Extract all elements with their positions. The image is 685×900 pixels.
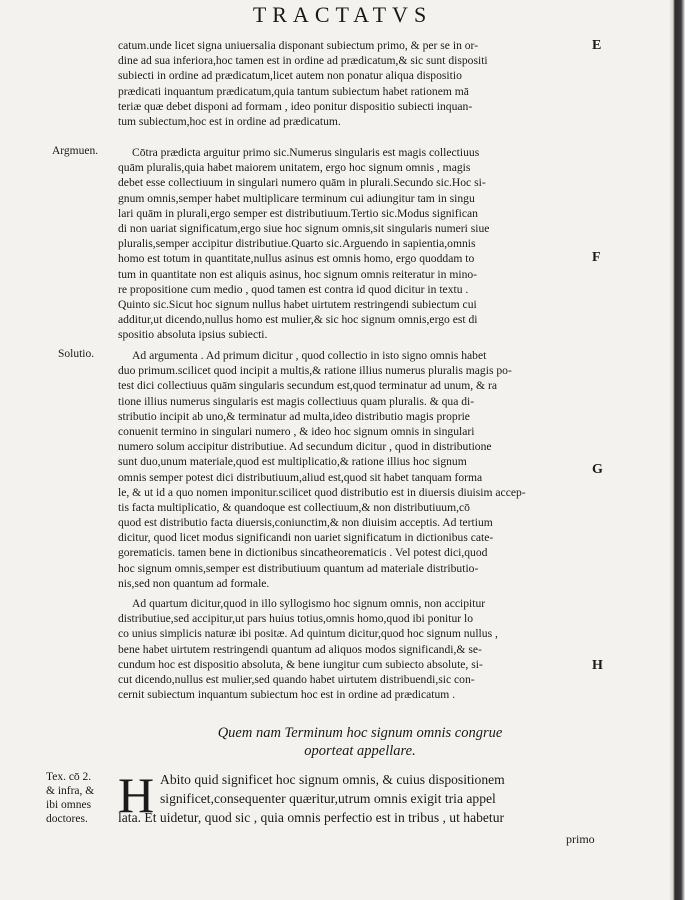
text-line: sunt duo,unum materiale,quod est multiplicatio,& ratione illius hoc signum xyxy=(118,455,467,469)
section-heading xyxy=(160,724,560,760)
running-head: TRACTATVS xyxy=(252,2,433,27)
text-line: significet,consequenter quæritur,utrum omnis exigit tria appel xyxy=(160,791,496,806)
text-line: catum.unde licet signa uniuersalia disponant subiectum primo, & per se in or- xyxy=(118,39,479,52)
text-line: tione illius numerus singularis est magis collectiuus quam pluralis. & qua di- xyxy=(118,394,475,408)
letter-mark-g: G xyxy=(592,462,603,477)
text-line: quām pluralis,quia habet maiorem unitatem, ergo hoc signum omnis , magis xyxy=(118,161,471,175)
text-line: omnis semper potest dici distributiuum,aliud est,quod sit habet tanquam forma xyxy=(118,470,483,484)
margin-reference-line: & infra, & xyxy=(46,785,95,797)
text-line: cundum hoc est dispositio absoluta, & bene iungitur cum subiecto absolute, si- xyxy=(118,657,483,671)
text-line: lari quām in plurali,ergo semper est distributiuum.Tertio sic.Modus significan xyxy=(118,206,478,220)
text-line: prædicati inquantum prædicatum,quia tantum subiectum habet rationem mā xyxy=(118,84,469,98)
letter-mark-h: H xyxy=(592,658,603,673)
text-block-3 xyxy=(118,348,582,591)
text-line: Ad argumenta . Ad primum dicitur , quod collectio in isto signo omnis habet xyxy=(132,349,487,362)
text-line: homo est totum in quantitate,nullus asinus est omnis homo, ergo quoddam to xyxy=(118,252,475,266)
text-line: gnum omnis,semper habet multiplicare terminum cui adiungitur tam in singu xyxy=(118,191,475,205)
text-line: conuenit termino in singulari numero , & ideo hoc signum omnis in singulari xyxy=(118,424,475,438)
text-line: tis facta multiplicatio, & quandoque est collectiuum,& non distributiuum,cō xyxy=(118,500,470,514)
margin-label-solutio: Solutio. xyxy=(58,348,95,360)
text-line: debet esse collectiuum in singulari numero quām in plurali.Secundo sic.Hoc si- xyxy=(118,176,486,190)
text-line: Abito quid significet hoc signum omnis, & cuius dispositionem xyxy=(160,772,505,787)
text-line: Ad quartum dicitur,quod in illo syllogismo hoc signum omnis, non accipitur xyxy=(132,597,486,610)
letter-mark-e: E xyxy=(592,38,602,53)
text-line: tum in quantitate non est aliquis asinus, hoc signum omnis reiteratur in mino- xyxy=(118,267,478,281)
margin-reference-line: ibi omnes xyxy=(46,799,92,811)
text-line: nis,sed non quantum ad formale. xyxy=(118,576,270,590)
margin-reference xyxy=(46,770,94,826)
section-heading-line: Quem nam Terminum hoc signum omnis congrue xyxy=(217,725,503,741)
text-line: tum subiectum,hoc est in ordine ad prædicatum. xyxy=(118,114,341,128)
text-line: hoc signum omnis,semper est distributiuum quantum ad materiale distributio- xyxy=(118,561,479,575)
text-line: additur,ut dicendo,nullus homo est mulier,& sic hoc signum omnis,ergo est di xyxy=(118,313,478,327)
text-line: Cōtra prædicta arguitur primo sic.Numerus singularis est magis collectiuus xyxy=(132,146,480,159)
text-line: dine ad sua inferiora,hoc tamen est in ordine ad prædicatum,& sic sunt dispositi xyxy=(118,54,488,68)
margin-label-argumentum: Argmuen. xyxy=(52,145,99,157)
catchword: primo xyxy=(566,832,595,846)
text-line: spositio absoluta ipsius subiecti. xyxy=(118,328,268,342)
text-line: quod est distributio facta diuersis,coniunctim,& non diuisim acceptis. Ad tertium xyxy=(118,516,493,530)
text-line: di non uariat significatum,ergo siue hoc signum omnis,sit singularis numeri siue xyxy=(118,221,490,235)
text-line: lata. Et uidetur, quod sic , quia omnis perfectio est in tribus , ut habetur xyxy=(118,810,505,825)
letter-mark-f: F xyxy=(592,250,601,265)
text-line: stributio incipit ab uno,& terminatur ad multa,ideo distributio magis proprie xyxy=(118,409,470,423)
text-line: Quinto sic.Sicut hoc signum nullus habet uirtutem restringendi subiectum cui xyxy=(118,297,477,311)
text-line: bene habet uirtutem restringendi quantum ad aliquos modos significandi,& se- xyxy=(118,642,482,656)
section-heading-line: oporteat appellare. xyxy=(304,743,416,759)
text-line: le, & ut id a quo nomen imponitur.scilicet quod distributio est in diuersis diuisim accep- xyxy=(118,485,526,499)
text-line: duo primum.scilicet quod incipit a multis,& ratione illius numerus pluralis magis po- xyxy=(118,364,512,378)
text-line: re propositione cum medio , quod tamen est contra id quod dicitur in textu . xyxy=(118,282,469,296)
text-line: cut dicendo,nullus est mulier,sed quando habet uirtutem distribuendi,sic con- xyxy=(118,672,475,686)
text-line: gorematicis. tamen bene in dictionibus sincatheorematicis . Vel potest dici,quod xyxy=(118,546,488,560)
text-block-1 xyxy=(118,38,582,129)
text-line: dicitur, quod licet modus significandi non uariet significatum in dictionibus cate- xyxy=(118,531,494,545)
margin-reference-line: Tex. cō 2. xyxy=(46,771,92,783)
text-line: subiecti in ordine ad prædicatum,licet autem non ponatur aliqua dispositio xyxy=(118,69,462,83)
margin-reference-line: doctores. xyxy=(46,813,88,825)
text-line: distributiue,sed accipitur,ut pars huius totius,omnis homo,quod ibi ponitur lo xyxy=(118,612,474,626)
text-line: teriæ quæ debet disponi ad formam , ideo ponitur dispositio subiecti inquan- xyxy=(118,99,473,113)
final-block xyxy=(118,767,602,827)
text-line: numero solum accipitur distributiue. Ad secundum dicitur , quod in distributione xyxy=(118,440,492,454)
page-gutter-edge xyxy=(669,0,685,900)
text-block-4 xyxy=(118,596,582,702)
text-line: cernit subiectum inquantum subiectum hoc est in ordine ad prædicatum . xyxy=(118,688,456,702)
text-line: test dici collectiuus quām singularis secundum est,quod terminatur ad unum, & ra xyxy=(118,379,497,393)
text-block-2 xyxy=(118,145,582,342)
text-line: co unius simplicis naturæ ibi positæ. Ad quintum dicitur,quod hoc signum nullus , xyxy=(118,627,498,641)
text-line: pluralis,semper accipitur distributiue.Quarto sic.Arguendo in sapientia,omnis xyxy=(118,237,476,251)
drop-initial: H xyxy=(118,767,155,823)
